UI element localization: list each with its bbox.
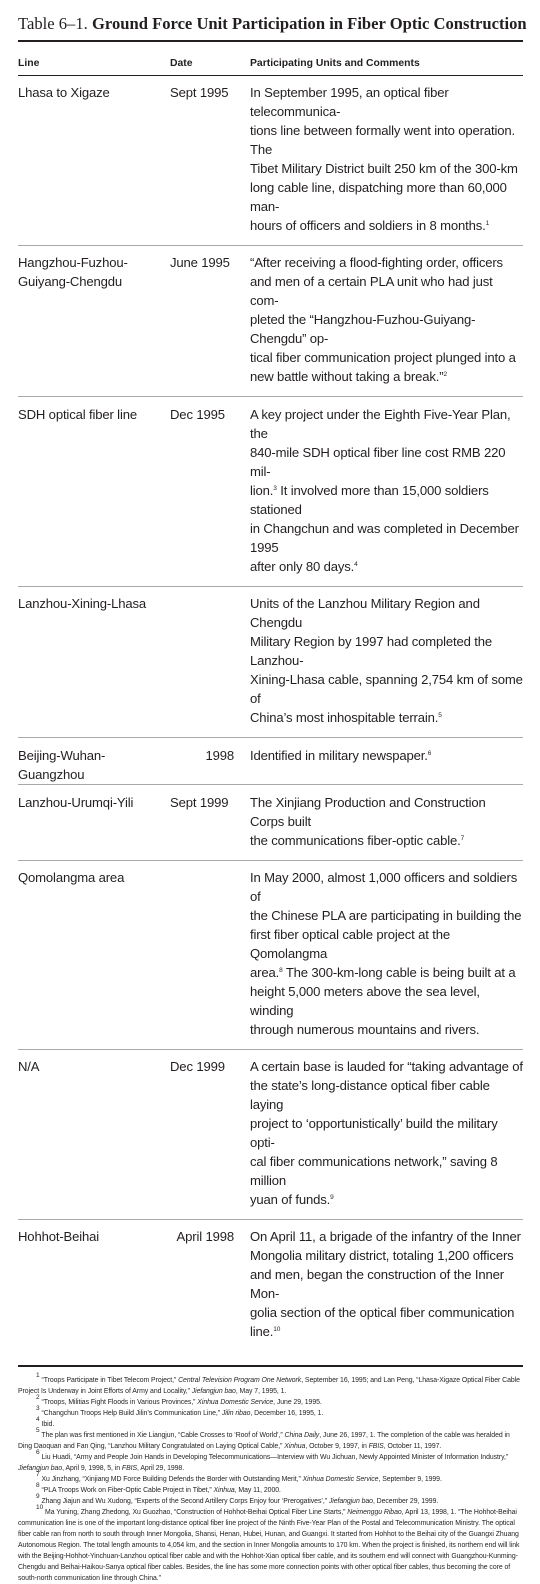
table-row bbox=[18, 587, 523, 737]
table-row bbox=[18, 1220, 523, 1351]
comment-line bbox=[250, 906, 523, 925]
footnote-marker[interactable]: 9 bbox=[330, 1194, 334, 1201]
footnote-number: 10 bbox=[36, 1504, 44, 1511]
cell-date: 1998 bbox=[205, 748, 234, 763]
footnote-text: , September 16, 1995; and Lan Peng, “Lhasa-Xigaze Optical Fiber Cable Project Is Underway in Joint Efforts of Army and Locality,” bbox=[18, 1377, 520, 1395]
footnote-source-title: Jiefangjun bao bbox=[328, 1498, 373, 1505]
footnote-source-title: Jilin ribao bbox=[221, 1410, 251, 1417]
comment-text: Mongolia military district, totaling 1,200 officers bbox=[250, 1248, 514, 1263]
comment-text: through numerous mountains and rivers. bbox=[250, 1022, 480, 1037]
footnote-text: , April 29, 1998. bbox=[137, 1465, 185, 1472]
footnote-marker[interactable]: 3 bbox=[273, 485, 277, 492]
footnote-number: 1 bbox=[36, 1372, 40, 1379]
comment-line bbox=[250, 982, 523, 1020]
footnote-marker[interactable]: 4 bbox=[354, 561, 358, 568]
comment-text: long cable line, dispatching more than 60,000 man- bbox=[250, 180, 507, 214]
cell-comments bbox=[250, 83, 523, 245]
comment-line bbox=[250, 367, 523, 386]
comment-line bbox=[250, 1265, 523, 1303]
footnote-number: 8 bbox=[36, 1482, 40, 1489]
comment-text: project to ‘opportunistically’ build the military opti- bbox=[250, 1116, 498, 1150]
comment-line bbox=[250, 253, 523, 272]
table-row bbox=[18, 785, 523, 860]
comment-line bbox=[250, 1303, 523, 1322]
footnote-text: Ma Yuning, Zhang Zhedong, Xu Guozhao, “Construction of Hohhot-Beihai Optical Fiber Line Starts,” bbox=[45, 1509, 348, 1516]
footnote bbox=[18, 1405, 523, 1419]
footnote-text: Zhang Jiajun and Wu Xudong, “Experts of the Second Artillery Corps Enjoy four ‘Prerogatives’,” bbox=[41, 1498, 329, 1505]
comment-text: A key project under the Eighth Five-Year Plan, the bbox=[250, 407, 511, 441]
comment-text: It involved more than 15,000 soldiers stationed bbox=[250, 483, 489, 517]
footnote-text: , May 11, 2000. bbox=[234, 1487, 281, 1494]
comment-line bbox=[250, 1246, 523, 1265]
table-title bbox=[18, 14, 527, 34]
cell-date: Sept 1999 bbox=[170, 795, 229, 810]
comment-text: the state’s long-distance optical fiber cable laying bbox=[250, 1078, 490, 1112]
footnote-source-title: FBIS bbox=[121, 1465, 138, 1472]
table-header bbox=[18, 42, 523, 75]
footnote-text: Xu Jinzhang, “Xinjiang MD Force Building Defends the Border with Outstanding Merit,” bbox=[41, 1476, 303, 1483]
comment-line bbox=[250, 1114, 523, 1152]
comment-text: the Chinese PLA are participating in building the bbox=[250, 908, 522, 923]
comment-text: and men of a certain PLA unit who had just com- bbox=[250, 274, 493, 308]
footnote-text: , December 29, 1999. bbox=[372, 1498, 439, 1505]
comment-text: lion. bbox=[250, 483, 274, 498]
footnote-text: “Troops Participate in Tibet Telecom Project,” bbox=[41, 1377, 179, 1384]
footnote-marker[interactable]: 6 bbox=[427, 750, 432, 757]
comment-text: Identified in military newspaper. bbox=[250, 748, 428, 763]
footnote-text: “PLA Troops Work on Fiber-Optic Cable Project in Tibet,” bbox=[41, 1487, 214, 1494]
footnote bbox=[18, 1416, 523, 1430]
comment-text: Military Region by 1997 had completed the Lanzhou- bbox=[250, 634, 493, 668]
footnote-number: 9 bbox=[36, 1493, 40, 1500]
comment-line bbox=[250, 1152, 523, 1190]
footnote bbox=[18, 1372, 523, 1397]
footnote-number: 3 bbox=[36, 1405, 40, 1412]
comment-text: Xining-Lhasa cable, spanning 2,754 km of some of bbox=[250, 672, 523, 706]
comment-line bbox=[250, 310, 523, 348]
comment-line bbox=[250, 925, 523, 963]
footnote-marker[interactable]: 10 bbox=[273, 1326, 281, 1333]
footnote bbox=[18, 1394, 523, 1408]
cell-line-part: Hangzhou-Fuzhou- bbox=[18, 255, 128, 270]
header-date: Date bbox=[170, 58, 193, 69]
footnote bbox=[18, 1471, 523, 1485]
comment-line bbox=[250, 519, 523, 557]
footnote-source-title: Jiefangjun bao bbox=[191, 1388, 236, 1395]
comment-line bbox=[250, 1076, 523, 1114]
cell-line: Lanzhou-Xining-Lhasa bbox=[18, 596, 147, 611]
cell-comments bbox=[250, 405, 523, 586]
comment-line bbox=[250, 1190, 523, 1209]
comment-line bbox=[250, 1020, 523, 1039]
comment-line bbox=[250, 216, 523, 235]
table-row bbox=[18, 861, 523, 1049]
cell-date: Dec 1995 bbox=[170, 407, 225, 422]
comment-text: area. bbox=[250, 965, 280, 980]
comment-text: In September 1995, an optical fiber telecommunica- bbox=[250, 85, 449, 119]
comment-text: pleted the “Hangzhou-Fuzhou-Guiyang-Chengdu” op- bbox=[250, 312, 476, 346]
comment-line bbox=[250, 83, 523, 121]
cell-comments bbox=[250, 253, 523, 396]
footnote-source-title: China Daily bbox=[284, 1432, 320, 1439]
comment-text: tical fiber communication project plunged into a bbox=[250, 350, 516, 365]
comment-line bbox=[250, 670, 523, 708]
comment-line bbox=[250, 443, 523, 481]
footnote-text: , June 29, 1995. bbox=[273, 1399, 322, 1406]
footnote-source-title: FBIS bbox=[368, 1443, 384, 1450]
table-row bbox=[18, 1050, 523, 1219]
comment-text: “After receiving a flood-fighting order, officers bbox=[250, 255, 503, 270]
footnote-source-title: Central Television Program One Network bbox=[178, 1377, 302, 1384]
footnote-text: , September 9, 1999. bbox=[378, 1476, 442, 1483]
cell-line: Hohhot-Beihai bbox=[18, 1229, 100, 1244]
comment-text: In May 2000, almost 1,000 officers and soldiers of bbox=[250, 870, 518, 904]
table-page bbox=[18, 0, 527, 1584]
comment-text: and men, began the construction of the Inner Mon- bbox=[250, 1267, 504, 1301]
comment-line bbox=[250, 868, 523, 906]
footnote-source-title: Xinhua Domestic Service bbox=[302, 1476, 379, 1483]
table-row bbox=[18, 397, 523, 586]
footnote-text: , December 16, 1995, 1. bbox=[250, 1410, 324, 1417]
footnote-source-title: Xinhua bbox=[284, 1443, 306, 1450]
comment-text: golia section of the optical fiber communication bbox=[250, 1305, 515, 1320]
cell-date: Sept 1995 bbox=[170, 85, 229, 100]
comment-line bbox=[250, 272, 523, 310]
cell-line: Beijing-Wuhan-Guangzhou bbox=[18, 748, 106, 782]
comment-text: hours of officers and soldiers in 8 months. bbox=[250, 218, 486, 233]
table-title-text: Ground Force Unit Participation in Fiber Optic Construction bbox=[91, 14, 527, 33]
table-row bbox=[18, 738, 523, 784]
comment-line bbox=[250, 708, 523, 727]
table-row bbox=[18, 76, 523, 245]
footnote-text: , October 9, 1997, in bbox=[305, 1443, 369, 1450]
comment-line bbox=[250, 1227, 523, 1246]
footnote bbox=[18, 1493, 523, 1507]
footnote-text: , April 9, 1998, 5, in bbox=[62, 1465, 122, 1472]
footnote-text: , June 26, 1997, 1. The completion of the cable was heralded in Ding Daoquan and Fan Qing, “Lanzhou Military Congratulated on Laying Optical Cable,” bbox=[18, 1432, 510, 1450]
cell-date bbox=[170, 868, 250, 1049]
footnote bbox=[18, 1482, 523, 1496]
footnote bbox=[18, 1427, 523, 1452]
table-row bbox=[18, 246, 523, 396]
cell-comments bbox=[250, 1057, 523, 1219]
footnote-text: , October 11, 1997. bbox=[383, 1443, 442, 1450]
comment-text: in Changchun and was completed in December 1995 bbox=[250, 521, 519, 555]
cell-comments bbox=[250, 793, 523, 860]
footnote-source-title: Xinhua Domestic Service bbox=[197, 1399, 274, 1406]
comment-text: Tibet Military District built 250 km of the 300-km bbox=[250, 161, 518, 176]
footnote-number: 7 bbox=[36, 1471, 40, 1478]
header-comments: Participating Units and Comments bbox=[250, 58, 420, 69]
table-bottom-rule bbox=[18, 1365, 523, 1367]
footnote-number: 5 bbox=[36, 1427, 40, 1434]
comment-text: China’s most inhospitable terrain. bbox=[250, 710, 439, 725]
footnote-text: , April 13, 1998, 1. “The Hohhot-Beihai communication line is one of the important long-distance optical fiber line project of the Ninth Five-Year Plan of the Postal and Telecommunication Ministry. The optical fiber cable ran from north to south through Inner Mongolia, Shansi, Henan, Hubei, Hunan, and Guangxi. It started from Hohhot to the Beihai city of the Guangxi Zhuang Autonomous Region. The total length amounts to 4,054 km, and the section in Inner Mongolia amounts to 170 km. When the project is finished, its northern end will link with the Beijing-Hohhot-Yinchuan-Lanzhou optical fiber cable and with the Hohhot-Xian optical fiber cable, and its southern end will connect with Guangzhou-Kunming-Chengdu and Beihai-Haikou-Sanya optical fiber cables. Besides, the line has some more connection points with other optical fiber cables, thus becoming the core of south-north communication line through China.” bbox=[18, 1509, 520, 1582]
footnote-source-title: Neimenggu Ribao bbox=[347, 1509, 402, 1516]
comment-text: A certain base is lauded for “taking advantage of bbox=[250, 1059, 523, 1074]
comment-text: new battle without taking a break.” bbox=[250, 369, 444, 384]
comment-text: height 5,000 meters above the sea level, winding bbox=[250, 984, 480, 1018]
footnote-number: 6 bbox=[36, 1449, 40, 1456]
footnote-source-title: Jiefangjun bao bbox=[18, 1465, 63, 1472]
comment-line bbox=[250, 348, 523, 367]
comment-text: On April 11, a brigade of the infantry of the Inner bbox=[250, 1229, 521, 1244]
comment-line bbox=[250, 121, 523, 159]
comment-text: after only 80 days. bbox=[250, 559, 355, 574]
comment-text: Units of the Lanzhou Military Region and Chengdu bbox=[250, 596, 480, 630]
comment-text: cal fiber communications network,” saving 8 million bbox=[250, 1154, 498, 1188]
footnote-text: “Changchun Troops Help Build Jilin’s Communication Line,” bbox=[41, 1410, 222, 1417]
footnote-text: The plan was first mentioned in Xie Liangjun, “Cable Crosses to ‘Roof of World’,” bbox=[41, 1432, 285, 1439]
comment-line bbox=[250, 594, 523, 632]
footnote-number: 4 bbox=[36, 1416, 40, 1423]
cell-line: Lhasa to Xigaze bbox=[18, 85, 110, 100]
footnote-text: Ibid. bbox=[41, 1421, 55, 1428]
table-bottom-space bbox=[18, 1351, 523, 1365]
cell-line: SDH optical fiber line bbox=[18, 407, 137, 422]
comment-line bbox=[250, 1057, 523, 1076]
comment-line bbox=[250, 178, 523, 216]
comment-line bbox=[250, 159, 523, 178]
cell-comments bbox=[250, 594, 523, 737]
comment-text: The Xinjiang Production and Construction Corps built bbox=[250, 795, 486, 829]
comment-text: yuan of funds. bbox=[250, 1192, 331, 1207]
footnote-source-title: Xinhua bbox=[213, 1487, 235, 1494]
comment-text: tions line between formally went into operation. The bbox=[250, 123, 516, 157]
footnote bbox=[18, 1504, 523, 1584]
footnote-text: “Troops, Militias Fight Floods in Various Provinces,” bbox=[41, 1399, 198, 1406]
footnotes bbox=[18, 1372, 523, 1584]
cell-line: N/A bbox=[18, 1059, 40, 1074]
comment-text: the communications fiber-optic cable. bbox=[250, 833, 461, 848]
cell-line: Lanzhou-Urumqi-Yili bbox=[18, 795, 134, 810]
header-line: Line bbox=[18, 58, 40, 69]
comment-line bbox=[250, 963, 523, 982]
cell-comments bbox=[250, 868, 523, 1049]
comment-line bbox=[250, 746, 523, 765]
comment-line bbox=[250, 831, 523, 850]
comment-text: 840-mile SDH optical fiber line cost RMB 220 mil- bbox=[250, 445, 506, 479]
footnote bbox=[18, 1449, 523, 1474]
cell-date: June 1995 bbox=[170, 255, 230, 270]
footnote-text: , May 7, 1995, 1. bbox=[235, 1388, 287, 1395]
footnote-marker[interactable]: 7 bbox=[460, 835, 465, 842]
table-label: Table 6–1. bbox=[18, 14, 88, 33]
cell-line bbox=[18, 253, 170, 396]
cell-date bbox=[170, 594, 250, 737]
table-body bbox=[18, 76, 523, 1365]
cell-line-part: Guiyang-Chengdu bbox=[18, 274, 123, 289]
comment-line bbox=[250, 632, 523, 670]
cell-line: Qomolangma area bbox=[18, 870, 125, 885]
footnote-number: 2 bbox=[36, 1394, 40, 1401]
comment-text: The 300-km-long cable is being built at a bbox=[282, 965, 516, 980]
comment-line bbox=[250, 793, 523, 831]
footnote-marker[interactable]: 2 bbox=[443, 371, 447, 378]
cell-comments bbox=[250, 746, 523, 784]
comment-text: line. bbox=[250, 1324, 274, 1339]
comment-line bbox=[250, 557, 523, 576]
comment-line bbox=[250, 1322, 523, 1341]
cell-date: April 1998 bbox=[176, 1229, 234, 1244]
footnote-marker[interactable]: 8 bbox=[279, 967, 283, 974]
comment-line bbox=[250, 405, 523, 443]
comment-text: first fiber optical cable project at the Qomolangma bbox=[250, 927, 450, 961]
comment-line bbox=[250, 481, 523, 519]
footnote-marker[interactable]: 1 bbox=[485, 220, 490, 227]
footnote-marker[interactable]: 5 bbox=[438, 712, 442, 719]
cell-date: Dec 1999 bbox=[170, 1059, 225, 1074]
footnote-text: Liu Huadi, “Army and People Join Hands in Developing Telecommunications—Interview with Wu Jichuan, Newly Appointed Minister of Information Industry,” bbox=[41, 1454, 509, 1461]
